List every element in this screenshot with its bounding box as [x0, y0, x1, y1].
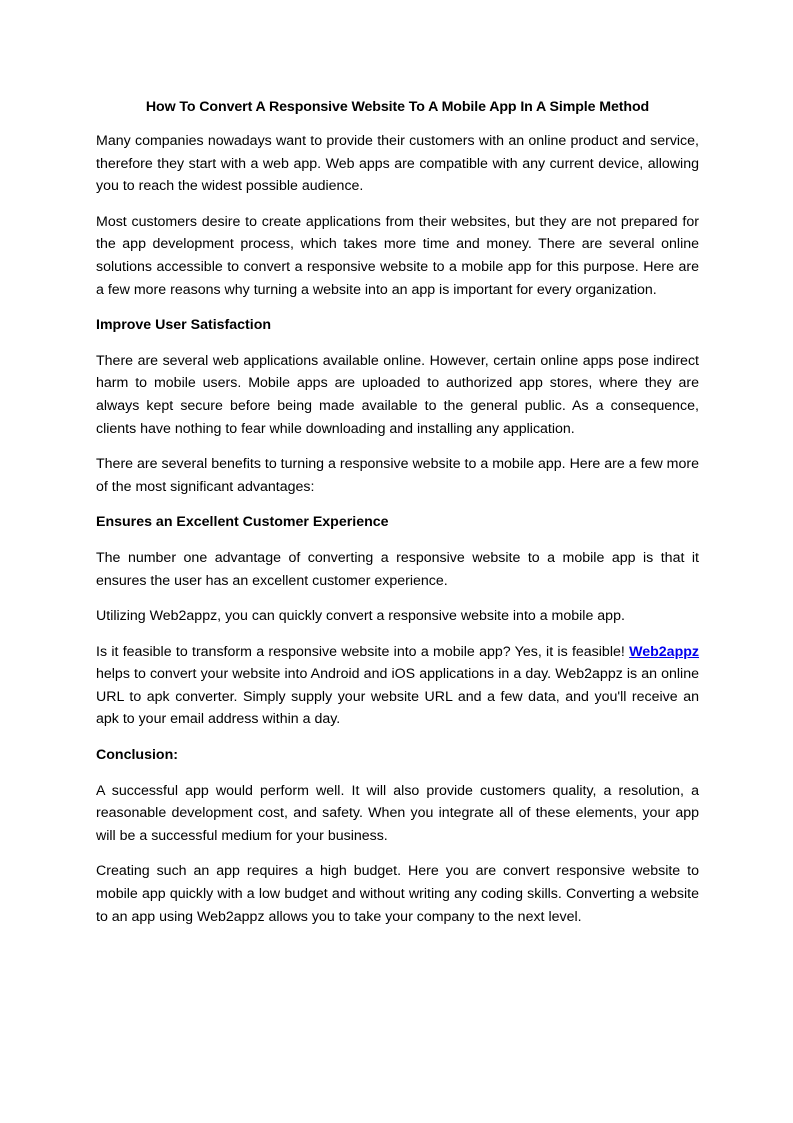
conclusion-paragraph-1: A successful app would perform well. It will also provide customers quality, a resolution, a reasonable development cost, and safety. When you integrate all of these elements, your app will be a successful medium for your business.: [96, 782, 699, 844]
web2appz-link[interactable]: Web2appz: [629, 643, 699, 660]
document-page: [96, 96, 699, 941]
customer-experience-paragraph-3: [96, 641, 699, 731]
user-satisfaction-paragraph-2: There are several benefits to turning a responsive website to a mobile app. Here are a few more of the most significant advantages:: [96, 456, 699, 495]
intro-paragraph-1: Many companies nowadays want to provide their customers with an online product and service, therefore they start with a web app. Web apps are compatible with any current device, allowing you to reach the widest possible audience.: [96, 133, 699, 195]
section-heading-user-satisfaction: Improve User Satisfaction: [96, 317, 272, 334]
section-heading-customer-experience: Ensures an Excellent Customer Experience: [96, 514, 389, 531]
paragraph-text-before-link: Is it feasible to transform a responsive website into a mobile app? Yes, it is feasible!: [96, 643, 630, 660]
paragraph-text-after-link: helps to convert your website into Android and iOS applications in a day. Web2appz is an online URL to apk converter. Simply supply your website URL and a few data, and you'll receive an apk to your email address within a day.: [96, 666, 699, 728]
customer-experience-paragraph-1: The number one advantage of converting a responsive website to a mobile app is that it ensures the user has an excellent customer experience.: [96, 549, 699, 589]
intro-paragraph-2: Most customers desire to create applications from their websites, but they are not prepared for the app development process, which takes more time and money. There are several online solutions accessible to convert a responsive website to a mobile app for this purpose. Here are a few more reasons why turning a website into an app is important for every organization.: [96, 213, 699, 298]
user-satisfaction-paragraph-1: There are several web applications available online. However, certain online apps pose indirect harm to mobile users. Mobile apps are uploaded to authorized app stores, where they are always kept secure before being made available to the general public. As a consequence, clients have nothing to fear while downloading and installing any application.: [96, 352, 699, 437]
document-title: How To Convert A Responsive Website To A Mobile App In A Simple Method: [145, 99, 650, 115]
customer-experience-paragraph-2: Utilizing Web2appz, you can quickly convert a responsive website into a mobile app.: [96, 608, 625, 625]
section-heading-conclusion: Conclusion:: [96, 747, 178, 764]
conclusion-paragraph-2: Creating such an app requires a high budget. Here you are convert responsive website to mobile app quickly with a low budget and without writing any coding skills. Converting a website to an app using Web2appz allows you to take your company to the next level.: [96, 863, 699, 925]
